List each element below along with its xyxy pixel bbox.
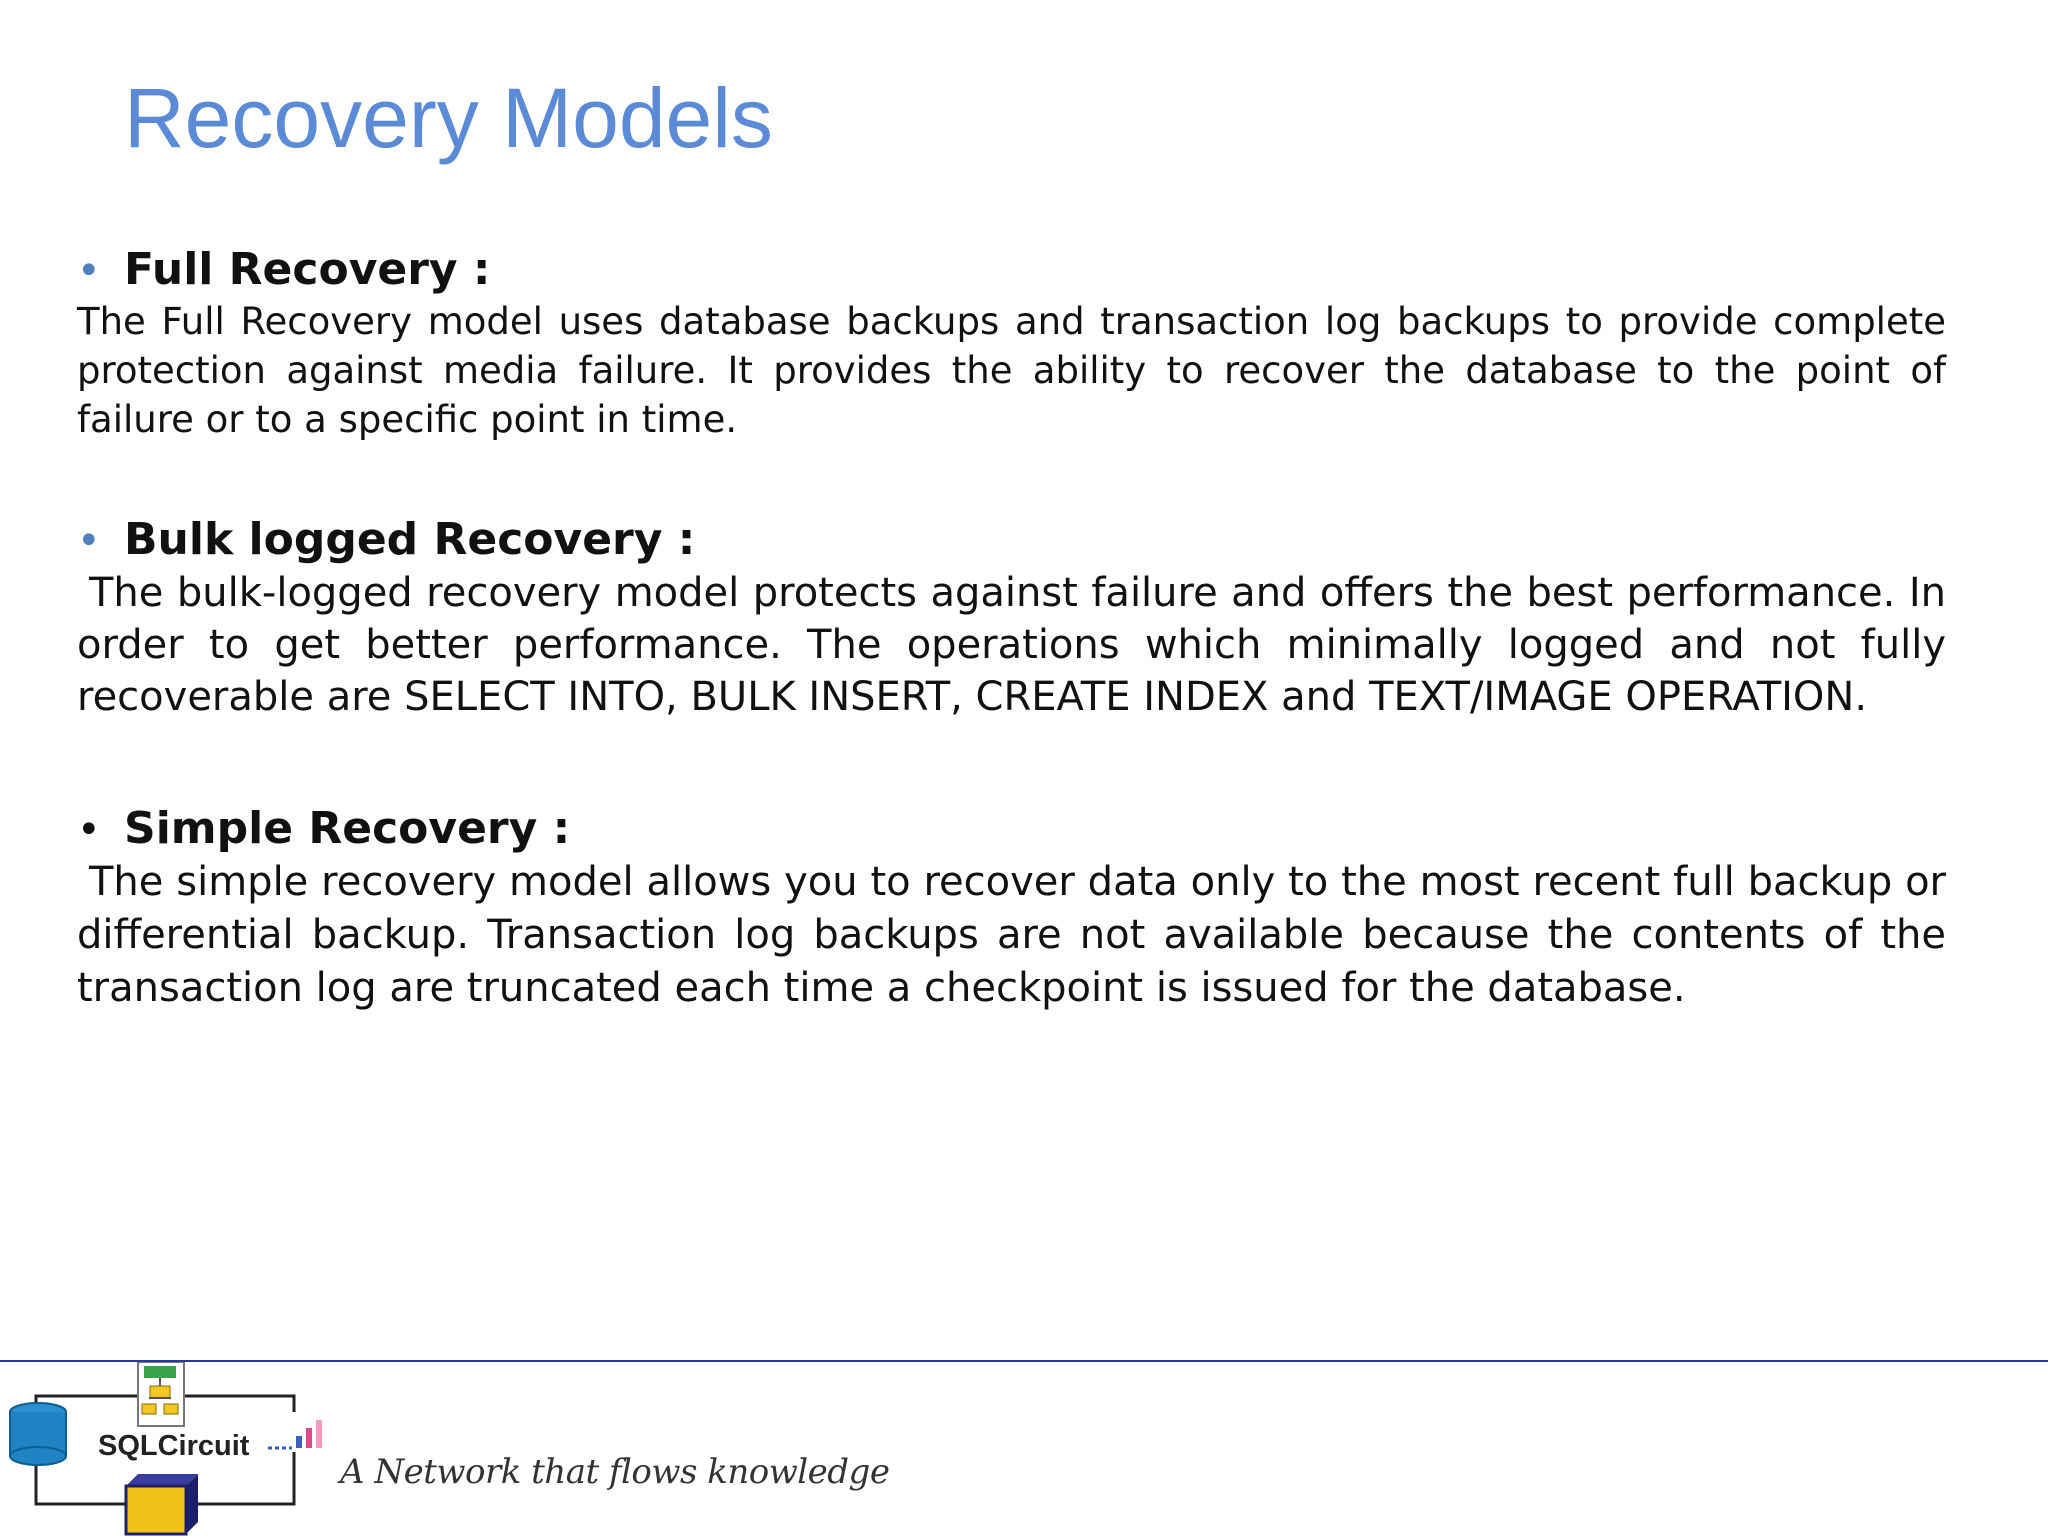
section-body: The simple recovery model allows you to recover data only to the most recent full backup or differential backup. Transaction log backups are not available because the contents of the transaction log are truncated each time a checkpoint is issued for the database. xyxy=(77,858,1946,1011)
slide-title: Recovery Models xyxy=(124,71,773,165)
section-heading-row xyxy=(77,244,1946,297)
section-heading: Simple Recovery : xyxy=(124,803,571,854)
section-body: The Full Recovery model uses database backups and transaction log backups to provide complete protection against media failure. It provides the ability to recover the database to the point of failure or to a specific point in time. xyxy=(77,299,1946,441)
section-heading-row xyxy=(77,803,1946,856)
section-heading: Bulk logged Recovery : xyxy=(124,514,696,565)
section-heading-row xyxy=(77,514,1946,567)
section-bulk-logged-recovery xyxy=(77,514,1946,723)
footer-tagline: A Network that flows knowledge xyxy=(340,1452,890,1492)
section-simple-recovery xyxy=(77,803,1946,1015)
sqlcircuit-logo xyxy=(0,1362,340,1536)
logo-text: SQLCircuit xyxy=(98,1430,250,1462)
section-heading: Full Recovery : xyxy=(124,244,491,295)
section-full-recovery xyxy=(77,244,1946,444)
section-body: The bulk-logged recovery model protects against failure and offers the best performance. In order to get better performance. The operations which minimally logged and not fully recoverable are SELECT INTO, BULK INSERT, CREATE INDEX and TEXT/IMAGE OPERATION. xyxy=(77,569,1946,720)
bullet-icon: • xyxy=(77,518,101,564)
bullet-icon: • xyxy=(77,248,101,294)
bullet-icon: • xyxy=(77,807,101,853)
